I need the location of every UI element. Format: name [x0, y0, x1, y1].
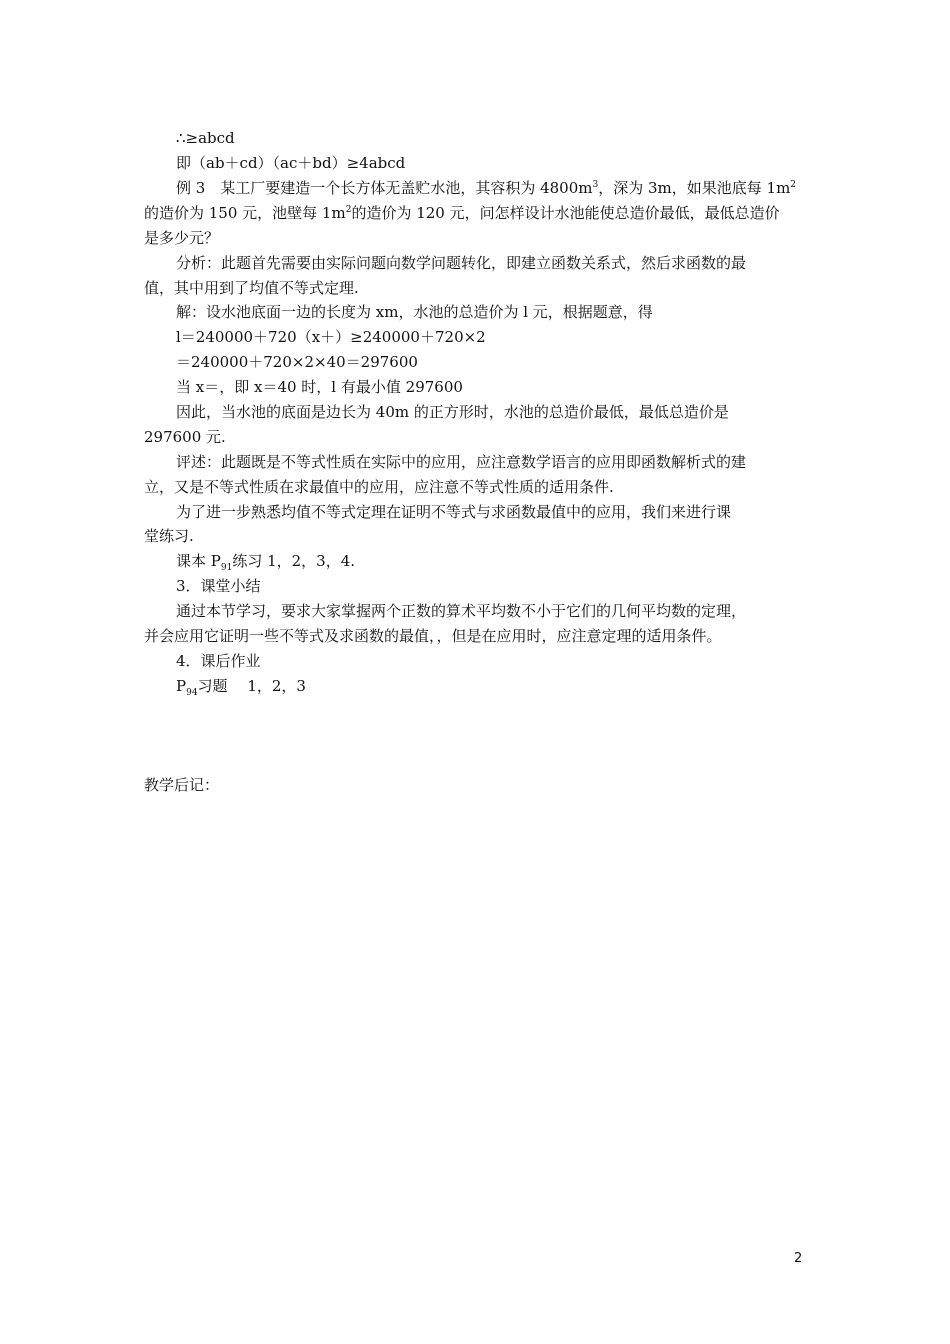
text-line: 教学后记： — [144, 776, 220, 794]
text-line: 当 x＝，即 x＝40 时，l 有最小值 297600 — [176, 378, 463, 396]
text-line: 立，又是不等式性质在求最值中的应用，应注意不等式性质的适用条件. — [144, 478, 614, 496]
text-line: l＝240000＋720（x＋）≥240000＋720×2 — [176, 328, 486, 346]
text-span: 例 3 某工厂要建造一个长方体无盖贮水池，其容积为 4800m — [176, 179, 593, 197]
text-line — [144, 203, 780, 223]
text-line: 即（ab＋cd）（ac＋bd）≥4abcd — [176, 154, 406, 172]
subscript: 91 — [220, 563, 233, 573]
subscript: 94 — [186, 688, 198, 698]
text-span: 课本 P — [176, 552, 221, 570]
text-line — [176, 676, 306, 696]
section-heading: 3．课堂小结 — [176, 577, 261, 595]
text-line: 因此，当水池的底面是边长为 40m 的正方形时，水池的总造价最低，最低总造价是 — [176, 403, 729, 421]
text-line: 为了进一步熟悉均值不等式定理在证明不等式与求函数最值中的应用，我们来进行课 — [176, 503, 732, 521]
page-number: 2 — [794, 1251, 803, 1266]
superscript: 3 — [592, 180, 599, 190]
text-line: ∴≥abcd — [176, 129, 235, 147]
text-line: 通过本节学习，要求大家掌握两个正数的算术平均数不小于它们的几何平均数的定理， — [176, 602, 747, 620]
text-line: 分析：此题首先需要由实际问题向数学问题转化，即建立函数关系式，然后求函数的最 — [176, 254, 747, 272]
text-line: 297600 元. — [144, 428, 226, 446]
text-span: ，深为 3m，如果池底每 1m — [598, 179, 791, 197]
text-span: 习题 1，2，3 — [197, 677, 306, 695]
text-line — [176, 178, 796, 198]
superscript: 2 — [345, 205, 352, 215]
text-span: 的造价为 150 元，池壁每 1m — [144, 204, 346, 222]
text-line: 堂练习. — [144, 527, 194, 545]
text-line: 值，其中用到了均值不等式定理. — [144, 279, 359, 297]
text-span: P — [176, 677, 187, 695]
superscript: 2 — [790, 180, 797, 190]
text-line: 评述：此题既是不等式性质在实际中的应用，应注意数学语言的应用即函数解析式的建 — [176, 453, 747, 471]
text-line: ＝240000＋720×2×40＝297600 — [176, 353, 418, 371]
text-span: 的造价为 120 元，问怎样设计水池能使总造价最低，最低总造价 — [351, 204, 780, 222]
text-line: 解：设水池底面一边的长度为 xm，水池的总造价为 l 元，根据题意，得 — [176, 303, 653, 321]
text-line: 并会应用它证明一些不等式及求函数的最值，，但是在应用时，应注意定理的适用条件。 — [144, 627, 722, 645]
text-line — [176, 551, 355, 571]
section-heading: 4．课后作业 — [176, 652, 261, 670]
text-span: 练习 1，2，3，4. — [232, 552, 356, 570]
text-line: 是多少元？ — [144, 229, 220, 247]
